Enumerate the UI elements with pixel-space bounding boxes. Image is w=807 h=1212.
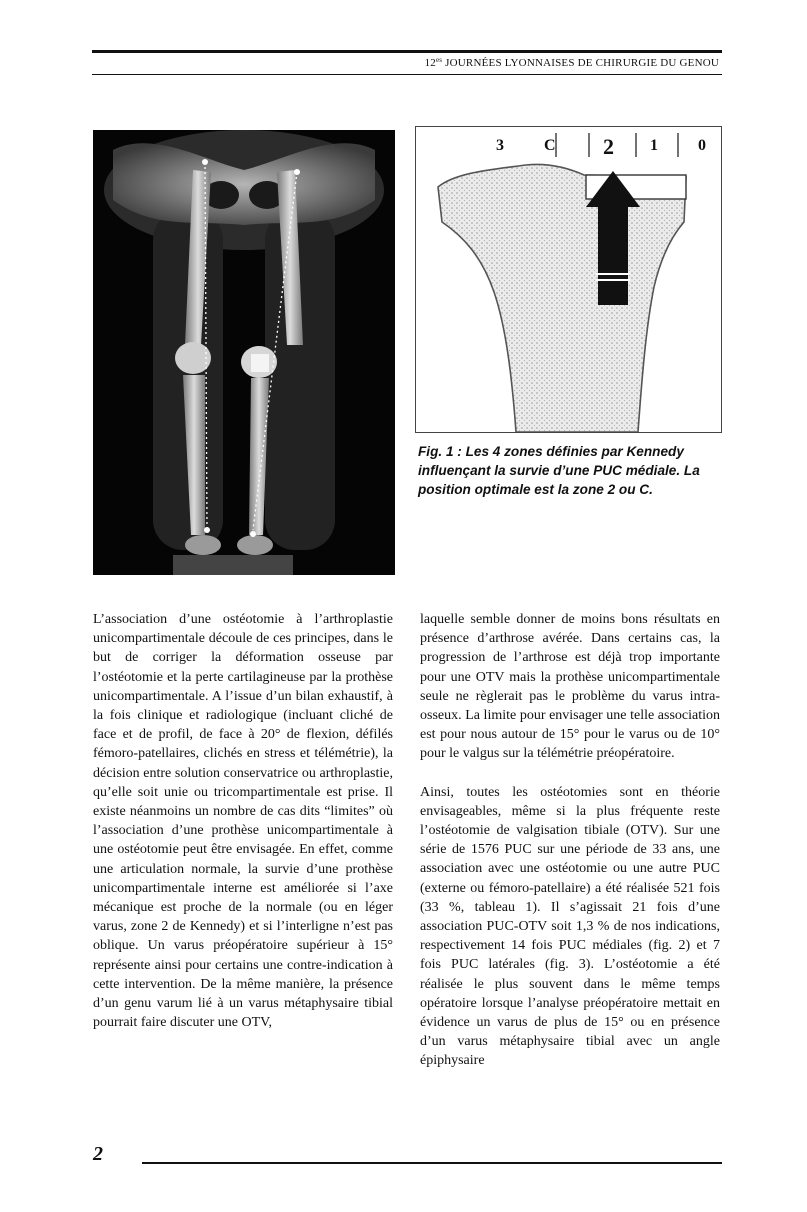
running-header [92, 56, 719, 69]
header-title: JOURNÉES LYONNAISES DE CHIRURGIE DU GENOU [442, 57, 719, 69]
header-bottom-rule [92, 74, 722, 75]
body-paragraph: laquelle semble donner de moins bons résultats en présence d’arthrose avérée. Dans certains cas, la progression de l’arthrose est déjà trop importante pour une OTV mais la prothèse unicompartimentale seule ne règlerait pas le problème du varus intra-osseux. La limite pour envisager une telle association est pour nous autour de 15° pour le varus ou de 10° pour le valgus sur la télémétrie préopératoire. [420, 612, 720, 762]
body-column-left [93, 610, 393, 1032]
zone-labels [416, 134, 721, 167]
figure-1-kennedy-zones [415, 126, 722, 433]
body-column-right [420, 610, 720, 1071]
body-paragraph: L’association d’une ostéotomie à l’arthroplastie unicompartimentale découle de ces principes, dans le but de corriger la déformation osseuse par l’ostéotomie et la perte cartilagineuse par la prothèse unicompartimentale. A l’issue d’un bilan exhaustif, à la fois clinique et radiologique (incluant cliché de face et de profil, de face à 20° de flexion, défilés fémoro-patellaires, clichés en stress et télémétrie), la décision entre solution conservatrice ou arthroplastie, qu’elle soit unie ou tricompartimentale est prise. Il existe néanmoins un nombre de cas dits “limites” où l’association d’une prothèse unicompartimentale à une ostéotomie peut être envisagée. En effet, comme une articulation normale, la survie d’une prothèse unicompartimentale interne est améliorée si l’axe mécanique est proche de la normale (ou en léger varus, zone 2 de Kennedy) et si l’interligne n’est pas oblique. Un varus préopératoire supérieur à 15° représente ainsi pour certains une contre-indication à cette intervention. De la même manière, la présence d’un genu varum lié à un varus métaphysaire tibial pourrait faire discuter une OTV, [93, 612, 393, 1031]
figure-1-caption: Fig. 1 : Les 4 zones définies par Kennedy influençant la survie d’une PUC médiale. La position optimale est la zone 2 ou C. [418, 444, 700, 497]
header-top-rule [92, 50, 722, 53]
telemetry-xray-image [93, 130, 395, 575]
zone-label: 0 [698, 137, 706, 154]
zone-label: 3 [496, 137, 504, 154]
body-paragraph: Ainsi, toutes les ostéotomies sont en théorie envisageables, même si la plus fréquente reste l’ostéotomie de valgisation tibiale (OTV). Sur une série de 1576 PUC sur une période de 33 ans, une association avec une ostéotomie ou une autre PUC (externe ou fémoro-patellaire) a été réalisée 521 fois (33 %, tableau 1). Il s’agissait 21 fois d’une association PUC-OTV soit 1,3 % de nos indications, respectivement 14 fois PUC médiales (fig. 2) et 7 fois PUC latérales (fig. 3). L’ostéotomie a été réalisée le plus souvent dans le même temps opératoire lorsque l’analyse préopératoire mettait en évidence un varus de plus de 15° ou en présence d’un varus métaphysaire tibial avec un angle épiphysaire [420, 784, 720, 1069]
footer-rule [142, 1162, 722, 1164]
zone-label: 2 [603, 134, 614, 159]
zone-label: 1 [650, 137, 658, 154]
header-ordinal-suffix: es [435, 56, 443, 64]
page-number: 2 [93, 1143, 103, 1165]
zone-label: C [544, 137, 556, 154]
header-number: 12 [424, 57, 436, 69]
